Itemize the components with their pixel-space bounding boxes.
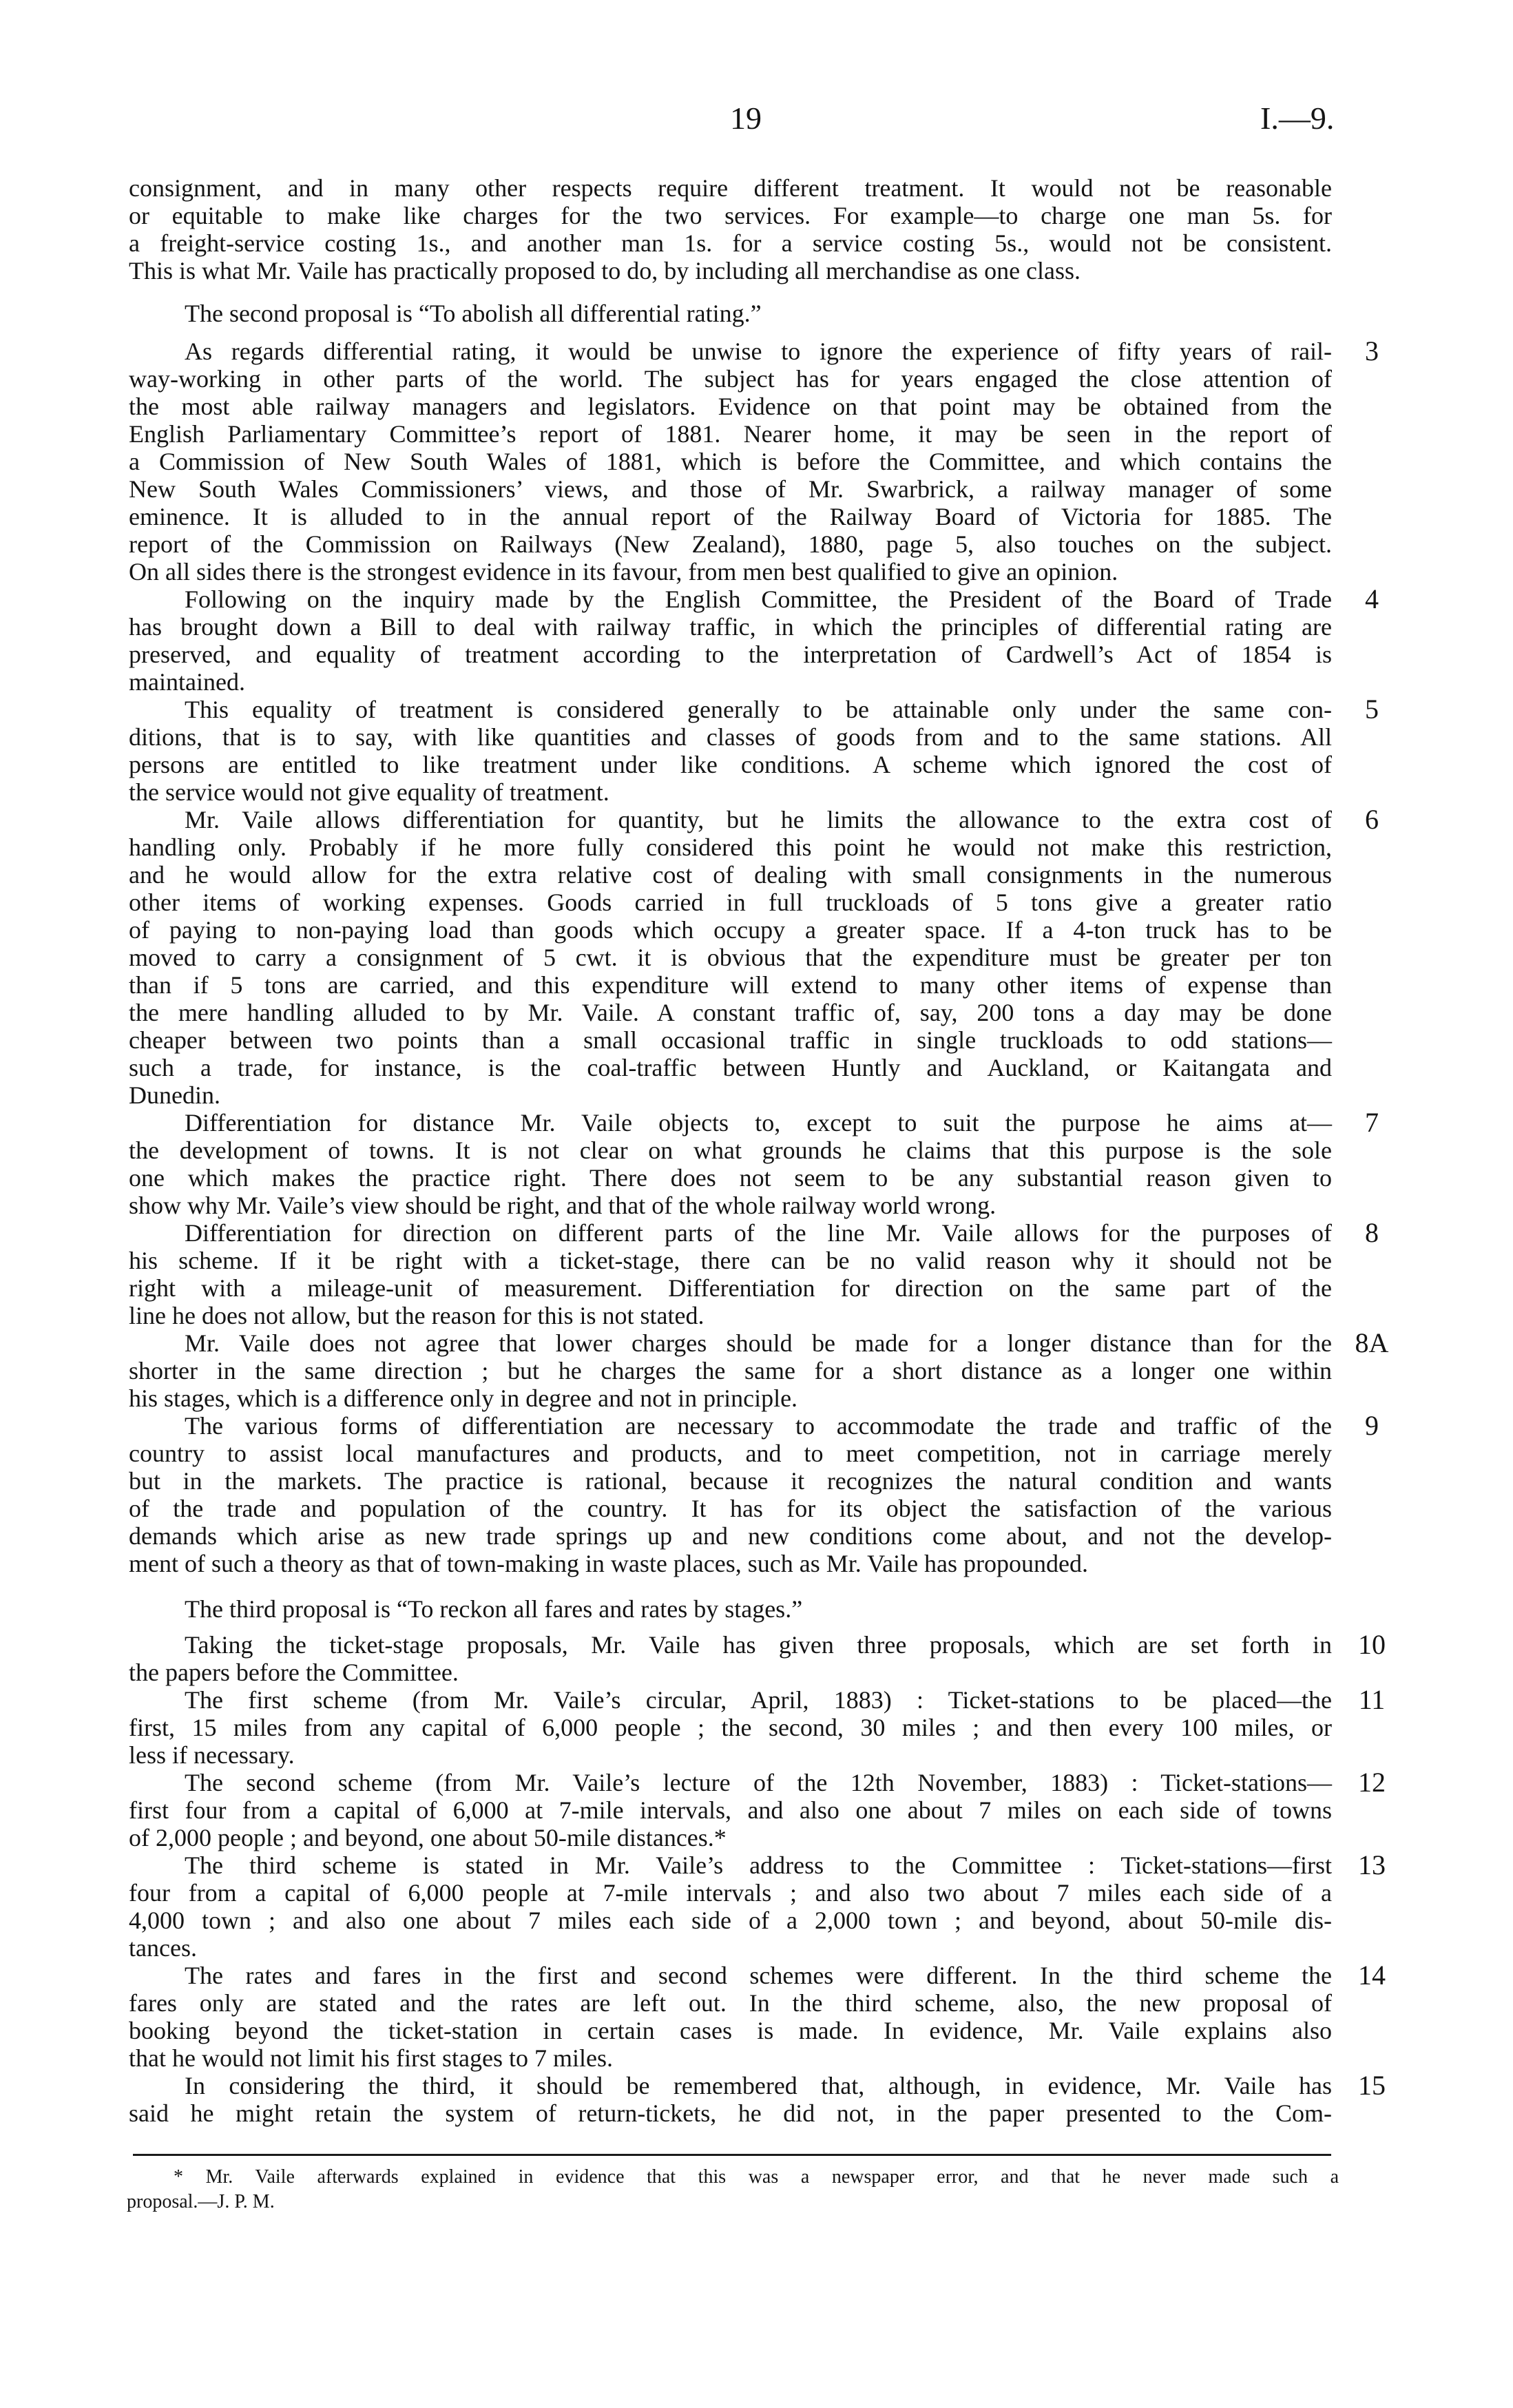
paragraph-7	[129, 1107, 1379, 1219]
body-text	[129, 174, 1389, 2127]
text-line: less if necessary.	[129, 1741, 295, 1769]
paragraph-8a	[129, 1327, 1389, 1412]
paragraph-10	[129, 1629, 1386, 1686]
margin-paragraph-number: 4	[1365, 583, 1379, 614]
text-line: of the trade and population of the country. It has for its object the satisfaction of the various	[129, 1495, 1332, 1522]
footnote-divider	[133, 2154, 1331, 2156]
margin-paragraph-number: 5	[1365, 694, 1379, 725]
text-line: said he might retain the system of return-tickets, he did not, in the paper presented to the Com-	[129, 2099, 1332, 2127]
text-line: maintained.	[129, 668, 245, 696]
paragraph-13	[129, 1849, 1386, 1962]
paragraph-4	[129, 583, 1379, 696]
margin-paragraph-number: 3	[1365, 335, 1379, 366]
margin-paragraph-number: 8A	[1355, 1327, 1389, 1358]
margin-paragraph-number: 8	[1365, 1217, 1379, 1248]
paragraph-8	[129, 1217, 1379, 1329]
paragraph-12	[129, 1767, 1386, 1851]
text-line: The first scheme (from Mr. Vaile’s circular, April, 1883) : Ticket-stations to be placed—the	[185, 1686, 1332, 1714]
text-line: four from a capital of 6,000 people at 7-mile intervals ; and also two about 7 miles each side of a	[129, 1879, 1332, 1907]
document-reference: I.—9.	[1260, 101, 1335, 136]
text-line: such a trade, for instance, is the coal-traffic between Huntly and Auckland, or Kaitangata and	[129, 1054, 1332, 1081]
text-line: The second proposal is “To abolish all differential rating.”	[185, 300, 762, 327]
text-line: Dunedin.	[129, 1081, 220, 1109]
text-line: and he would allow for the extra relative cost of dealing with small consignments in the numerous	[129, 861, 1332, 889]
text-line: Taking the ticket-stage proposals, Mr. Vaile has given three proposals, which are set forth in	[185, 1631, 1332, 1659]
text-line: one which makes the practice right. There does not seem to be any substantial reason given to	[129, 1164, 1332, 1192]
text-line: booking beyond the ticket-station in certain cases is made. In evidence, Mr. Vaile explains also	[129, 2017, 1332, 2044]
text-line: report of the Commission on Railways (New Zealand), 1880, page 5, also touches on the subject.	[129, 530, 1332, 558]
text-line: than if 5 tons are carried, and this expenditure will extend to many other items of expense than	[129, 971, 1332, 999]
margin-paragraph-number: 14	[1358, 1960, 1386, 1991]
text-line: English Parliamentary Committee’s report of 1881. Nearer home, it may be seen in the report of	[129, 420, 1332, 448]
text-line: The various forms of differentiation are necessary to accommodate the trade and traffic of the	[185, 1412, 1332, 1440]
text-line: handling only. Probably if he more fully considered this point he would not make this restriction,	[129, 833, 1332, 861]
text-line: Mr. Vaile allows differentiation for quantity, but he limits the allowance to the extra cost of	[185, 806, 1332, 833]
paragraph-3	[129, 335, 1379, 585]
text-line: ditions, that is to say, with like quantities and classes of goods from and to the same stations. All	[129, 723, 1332, 751]
text-line: New South Wales Commissioners’ views, and those of Mr. Swarbrick, a railway manager of some	[129, 475, 1332, 503]
text-line: The second scheme (from Mr. Vaile’s lecture of the 12th November, 1883) : Ticket-stations—	[185, 1769, 1332, 1796]
text-line: his stages, which is a difference only in degree and not in principle.	[129, 1384, 798, 1412]
text-line: This equality of treatment is considered generally to be attainable only under the same con-	[185, 696, 1332, 723]
text-line: his scheme. If it be right with a ticket-stage, there can be no valid reason why it should not be	[129, 1247, 1332, 1274]
footnote	[127, 2165, 1339, 2214]
text-line: tances.	[129, 1934, 197, 1962]
text-line: that he would not limit his first stages to 7 miles.	[129, 2044, 613, 2072]
text-line: a Commission of New South Wales of 1881, which is before the Committee, and which contains the	[129, 448, 1332, 475]
paragraph-9	[129, 1410, 1379, 1577]
paragraph-6	[129, 804, 1379, 1109]
text-line: way-working in other parts of the world. The subject has for years engaged the close attention of	[129, 365, 1332, 393]
margin-paragraph-number: 6	[1365, 804, 1379, 835]
paragraph	[129, 174, 1332, 284]
text-line: has brought down a Bill to deal with railway traffic, in which the principles of differential rating are	[129, 613, 1332, 641]
text-line: or equitable to make like charges for the two services. For example—to charge one man 5s. for	[129, 202, 1332, 229]
margin-paragraph-number: 11	[1358, 1684, 1386, 1715]
text-line: shorter in the same direction ; but he charges the same for a short distance as a longer one within	[129, 1357, 1332, 1384]
text-line: but in the markets. The practice is rational, because it recognizes the natural condition and wants	[129, 1467, 1332, 1495]
text-line: show why Mr. Vaile’s view should be right, and that of the whole railway world wrong.	[129, 1192, 997, 1219]
margin-paragraph-number: 15	[1358, 2070, 1386, 2101]
margin-paragraph-number: 10	[1358, 1629, 1386, 1660]
text-line: Differentiation for direction on different parts of the line Mr. Vaile allows for the purposes of	[185, 1219, 1332, 1247]
page-number: 19	[730, 101, 762, 136]
text-line: first four from a capital of 6,000 at 7-mile intervals, and also one about 7 miles on each side of towns	[129, 1796, 1332, 1824]
text-line: Following on the inquiry made by the English Committee, the President of the Board of Trade	[185, 585, 1332, 613]
text-line: a freight-service costing 1s., and another man 1s. for a service costing 5s., would not be consistent.	[129, 229, 1332, 257]
paragraph-15	[129, 2070, 1386, 2127]
text-line: country to assist local manufactures and products, and to meet competition, not in carriage merely	[129, 1440, 1332, 1467]
text-line: The third scheme is stated in Mr. Vaile’s address to the Committee : Ticket-stations—first	[185, 1851, 1332, 1879]
text-line: the development of towns. It is not clear on what grounds he claims that this purpose is the sole	[129, 1136, 1332, 1164]
text-line: In considering the third, it should be remembered that, although, in evidence, Mr. Vaile has	[185, 2072, 1332, 2099]
margin-paragraph-number: 12	[1358, 1767, 1386, 1798]
text-line: consignment, and in many other respects require different treatment. It would not be reasonable	[129, 174, 1332, 202]
text-line: right with a mileage-unit of measurement. Differentiation for direction on the same part of the	[129, 1274, 1332, 1302]
text-line: the service would not give equality of treatment.	[129, 778, 609, 806]
paragraph-5	[129, 694, 1379, 806]
text-line: Mr. Vaile does not agree that lower charges should be made for a longer distance than for the	[185, 1329, 1332, 1357]
text-line: fares only are stated and the rates are left out. In the third scheme, also, the new proposal of	[129, 1989, 1332, 2017]
text-line: line he does not allow, but the reason for this is not stated.	[129, 1302, 705, 1329]
text-line: Differentiation for distance Mr. Vaile objects to, except to suit the purpose he aims at—	[185, 1109, 1332, 1136]
text-line: demands which arise as new trade springs up and new conditions come about, and not the develop-	[129, 1522, 1332, 1550]
paragraph	[129, 1595, 1332, 1623]
text-line: the papers before the Committee.	[129, 1659, 459, 1686]
text-line: persons are entitled to like treatment under like conditions. A scheme which ignored the cost of	[129, 751, 1332, 778]
margin-paragraph-number: 13	[1358, 1849, 1386, 1880]
paragraph	[129, 300, 1332, 327]
footnote-line: * Mr. Vaile afterwards explained in evidence that this was a newspaper error, and that he never made such a	[174, 2166, 1339, 2188]
paragraph-14	[129, 1960, 1386, 2072]
text-line: the most able railway managers and legislators. Evidence on that point may be obtained from the	[129, 393, 1332, 420]
footnote-line: proposal.—J. P. M.	[127, 2191, 275, 2212]
paragraph-11	[129, 1684, 1386, 1769]
text-line: cheaper between two points than a small occasional traffic in single truckloads to odd stations—	[129, 1026, 1332, 1054]
text-line: On all sides there is the strongest evidence in its favour, from men best qualified to give an opinion.	[129, 558, 1118, 585]
text-line: preserved, and equality of treatment according to the interpretation of Cardwell’s Act of 1854 is	[129, 641, 1332, 668]
text-line: of paying to non-paying load than goods which occupy a greater space. If a 4-ton truck has to be	[129, 916, 1332, 944]
text-line: of 2,000 people ; and beyond, one about 50-mile distances.*	[129, 1824, 727, 1851]
text-line: 4,000 town ; and also one about 7 miles each side of a 2,000 town ; and beyond, about 50-mile dis-	[129, 1907, 1332, 1934]
text-line: moved to carry a consignment of 5 cwt. it is obvious that the expenditure must be greater per ton	[129, 944, 1332, 971]
text-line: ment of such a theory as that of town-making in waste places, such as Mr. Vaile has propounded.	[129, 1550, 1089, 1577]
text-line: This is what Mr. Vaile has practically proposed to do, by including all merchandise as one class.	[129, 257, 1081, 284]
text-line: first, 15 miles from any capital of 6,000 people ; the second, 30 miles ; and then every 100 miles, or	[129, 1714, 1332, 1741]
text-line: the mere handling alluded to by Mr. Vaile. A constant traffic of, say, 200 tons a day may be done	[129, 999, 1332, 1026]
text-line: The rates and fares in the first and second schemes were different. In the third scheme the	[185, 1962, 1332, 1989]
text-line: eminence. It is alluded to in the annual report of the Railway Board of Victoria for 1885. The	[129, 503, 1332, 530]
margin-paragraph-number: 7	[1365, 1107, 1379, 1138]
text-line: other items of working expenses. Goods carried in full truckloads of 5 tons give a greater ratio	[129, 889, 1332, 916]
margin-paragraph-number: 9	[1365, 1410, 1379, 1441]
text-line: The third proposal is “To reckon all fares and rates by stages.”	[185, 1595, 803, 1623]
text-line: As regards differential rating, it would be unwise to ignore the experience of fifty years of rail-	[185, 338, 1332, 365]
